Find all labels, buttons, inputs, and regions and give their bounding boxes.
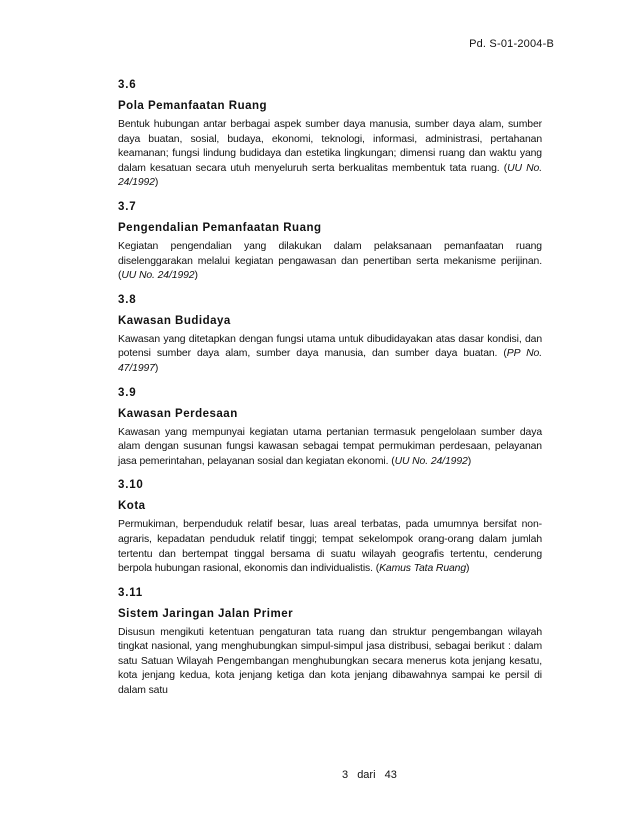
section-number: 3.10 [118, 479, 144, 492]
section-number: 3.9 [118, 386, 137, 399]
section-text [118, 426, 542, 470]
section-3-8 [118, 293, 542, 377]
section-text-close: ) [154, 177, 159, 189]
section-reference: PP No. 47/1997 [118, 348, 542, 374]
section-reference: UU No. 24/1992 [394, 455, 468, 467]
section-text-close: ) [466, 563, 470, 575]
section-text [118, 518, 542, 576]
section-title: Pengendalian Pemanfaatan Ruang [118, 221, 322, 234]
section-text-close: ) [467, 455, 472, 467]
document-body [118, 78, 542, 708]
section-3-11 [118, 586, 542, 699]
section-number: 3.7 [118, 200, 137, 213]
section-text-main: Disusun mengikuti ketentuan pengaturan tata ruang dan struktur pengembangan wilayah tingkat nasional, yang menghubungkan simpul-simpul jasa distribusi, sebagai berikut : dalam satu Satuan Wilayah Pengembangan menghubungkan secara menerus kota jenjang kesatu, kota jenjang kedua, kota jenjang ketiga dan kota jenjang dibawahnya sampai ke persil di dalam satu [118, 626, 542, 697]
section-text-main: Kegiatan pengendalian yang dilakukan dalam pelaksanaan pemanfaatan ruang diselenggarakan melalui kegiatan pengawasan dan penertiban serta mekanisme perijinan. ( [118, 240, 542, 282]
section-text-main: Permukiman, berpenduduk relatif besar, luas areal terbatas, pada umumnya bersifat non-agraris, kepadatan penduduk relatif tinggi; tempat sekelompok orang-orang dalam jumlah tertentu dan bertempat tinggal bersama di suatu wilayah geografis tertentu, cenderung berpola hubungan rasional, ekonomis dan individualistis. ( [118, 519, 542, 575]
page-of-label: dari [357, 769, 376, 781]
section-3-10 [118, 478, 542, 576]
section-reference: UU No. 24/1992 [121, 270, 195, 282]
section-title: Kota [118, 500, 146, 513]
document-code: Pd. S-01-2004-B [469, 38, 554, 50]
section-number: 3.11 [118, 586, 143, 599]
section-3-6 [118, 78, 542, 191]
section-text-close: ) [154, 362, 159, 374]
section-reference: Kamus Tata Ruang [379, 563, 467, 575]
section-reference: UU No. 24/1992 [118, 162, 542, 189]
section-number: 3.8 [118, 293, 137, 306]
section-text-main: Kawasan yang mempunyai kegiatan utama pertanian termasuk pengelolaan sumber daya alam dengan susunan fungsi kawasan sebagai tempat permukiman perdesaan, pelayanan jasa pemerintahan, pelayanan sosial dan kegiatan ekonomi. ( [118, 426, 542, 467]
section-title: Pola Pemanfaatan Ruang [118, 100, 268, 112]
section-3-9 [118, 386, 542, 470]
section-text [118, 118, 542, 191]
total-pages: 43 [384, 769, 397, 781]
section-3-7 [118, 200, 542, 284]
section-title: Kawasan Perdesaan [118, 407, 238, 420]
section-text-main: Bentuk hubungan antar berbagai aspek sumber daya manusia, sumber daya alam, sumber daya buatan, sosial, budaya, ekonomi, teknologi, informasi, administrasi, pertahanan keamanan; fungsi lindung budidaya dan estetika lingkungan; dimensi ruang dan waktu yang dalam kesatuan secara utuh menyeluruh serta berkualitas membentuk tata ruang. ( [118, 119, 542, 174]
current-page: 3 [342, 769, 349, 781]
section-text [118, 626, 542, 699]
section-number: 3.6 [118, 79, 137, 91]
section-text [118, 240, 542, 284]
section-title: Sistem Jaringan Jalan Primer [118, 607, 294, 620]
section-title: Kawasan Budidaya [118, 314, 231, 327]
section-text [118, 333, 542, 377]
section-text-main: Kawasan yang ditetapkan dengan fungsi utama untuk dibudidayakan atas dasar kondisi, dan potensi sumber daya alam, sumber daya manusia, dan sumber daya buatan. ( [118, 333, 542, 360]
section-text-close: ) [194, 270, 198, 282]
page-number [342, 769, 397, 781]
